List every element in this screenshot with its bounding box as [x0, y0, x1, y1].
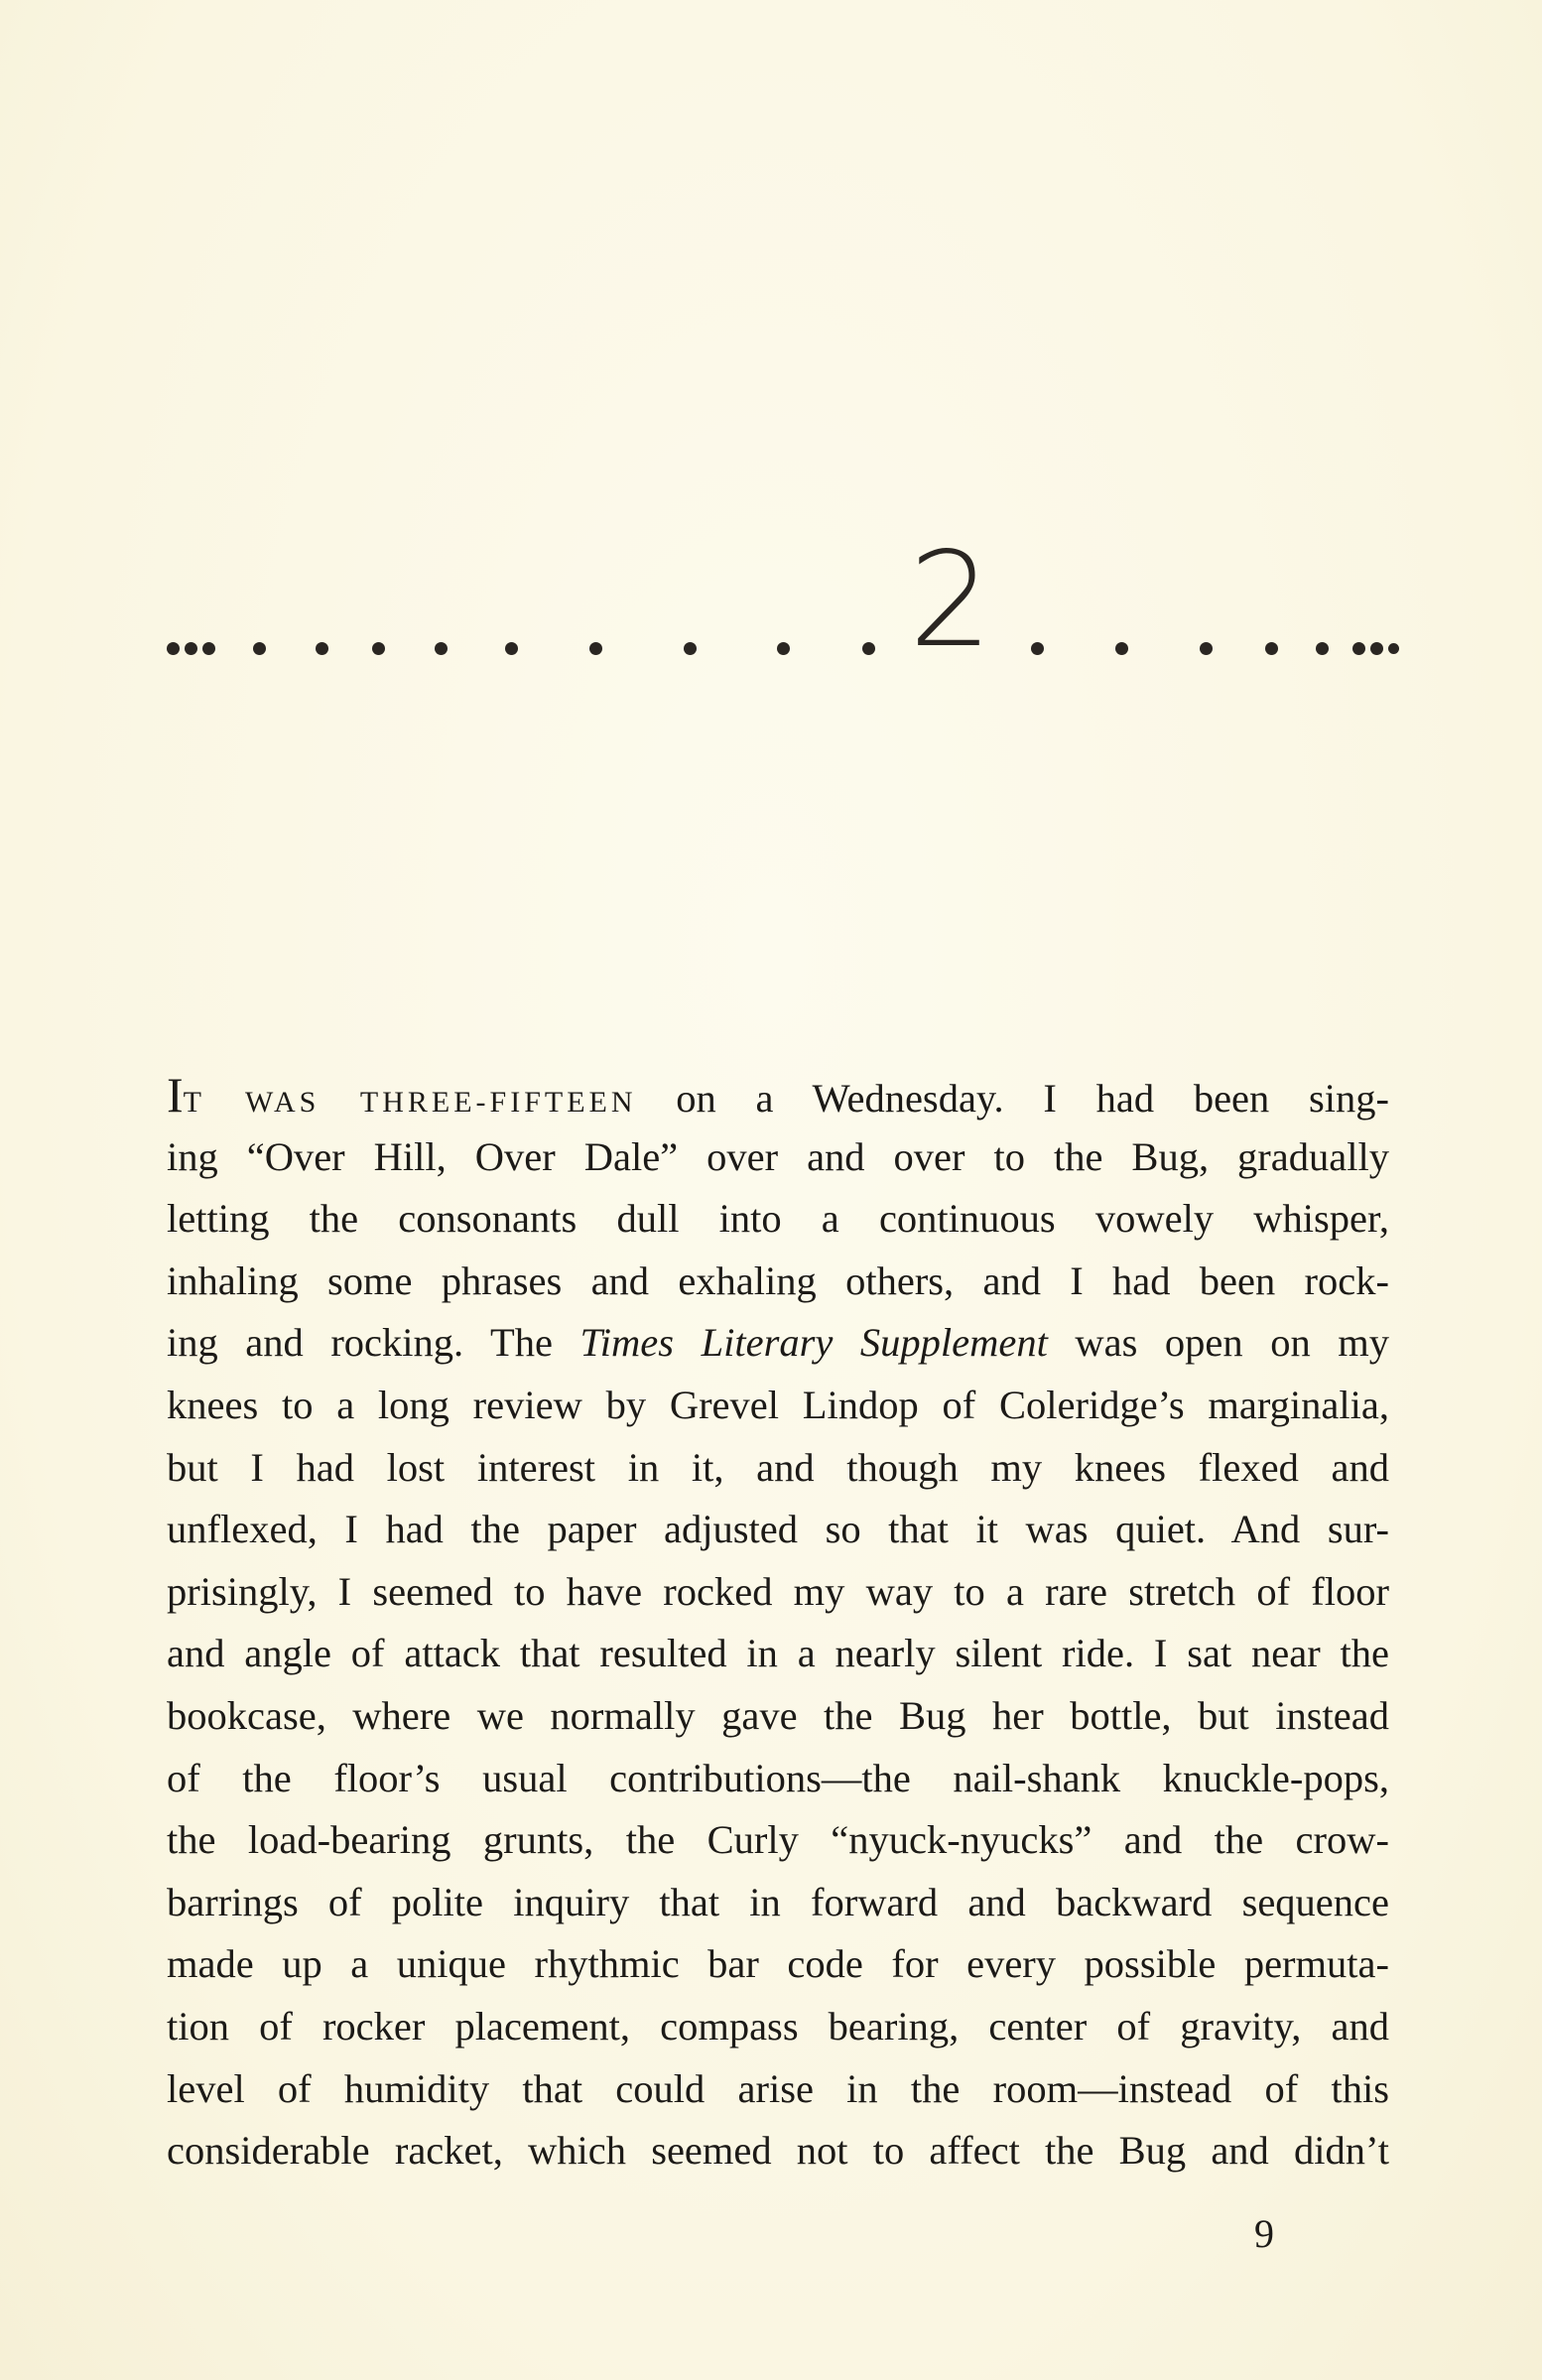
ornament-dot	[316, 642, 328, 655]
text-line: unflexed, I had the paper adjusted so that it was quiet. And sur-	[167, 1507, 1389, 1552]
text-line: ing “Over Hill, Over Dale” over and over to the Bug, gradually	[167, 1133, 1389, 1179]
text-line: tion of rocker placement, compass bearing, center of gravity, and	[167, 2003, 1389, 2049]
chapter-body-text	[167, 1064, 1389, 2182]
ornament-dot	[372, 642, 385, 655]
text-line: inhaling some phrases and exhaling others, and I had been rock-	[167, 1257, 1389, 1303]
ornament-dot	[684, 642, 697, 655]
ornament-dot	[253, 642, 266, 655]
chapter-number: 2	[909, 524, 992, 677]
ornament-dot	[1388, 643, 1399, 654]
text-line: of the floor’s usual contributions—the nail-shank knuckle-pops,	[167, 1755, 1389, 1800]
drop-cap: I	[167, 1067, 184, 1123]
ornament-dot	[185, 642, 197, 655]
ornament-dot	[1115, 642, 1128, 655]
ornament-dot	[862, 642, 875, 655]
text-line: IT WAS THREE-FIFTEEN on a Wednesday. I had been sing-	[167, 1067, 1390, 1123]
text-line: knees to a long review by Grevel Lindop of Coleridge’s marginalia,	[167, 1382, 1389, 1427]
ornament-dot	[1200, 642, 1213, 655]
ornament-dot	[1370, 642, 1383, 655]
text-line: prisingly, I seemed to have rocked my way to a rare stretch of floor	[167, 1568, 1389, 1614]
text-line: the load-bearing grunts, the Curly “nyuck-nyucks” and the crow-	[167, 1817, 1389, 1863]
chapter-heading	[167, 526, 1389, 675]
text-line: ing and rocking. The Times Literary Supplement was open on my	[167, 1320, 1390, 1366]
text-line: letting the consonants dull into a continuous vowely whisper,	[167, 1196, 1389, 1242]
publication-title: Times Literary Supplement	[579, 1320, 1048, 1366]
ornament-dot	[1316, 642, 1329, 655]
text-line: but I had lost interest in it, and though my knees flexed and	[167, 1444, 1389, 1490]
ornament-dot	[435, 642, 448, 655]
text-line: level of humidity that could arise in the room—instead of this	[167, 2065, 1389, 2111]
ornament-dot	[1265, 642, 1278, 655]
text-line: barrings of polite inquiry that in forward and backward sequence	[167, 1879, 1389, 1924]
ornament-dot	[505, 642, 518, 655]
ornament-dot	[1352, 642, 1365, 655]
page-number: 9	[1254, 2211, 1274, 2256]
ornament-dot	[777, 642, 790, 655]
ornament-dot	[167, 642, 180, 655]
text-line: bookcase, where we normally gave the Bug her bottle, but instead	[167, 1692, 1389, 1738]
ornament-dot	[202, 642, 215, 655]
text-line: made up a unique rhythmic bar code for every possible permuta-	[167, 1941, 1389, 1987]
ornament-dot	[589, 642, 602, 655]
ornament-dot	[1031, 642, 1044, 655]
text-line: considerable racket, which seemed not to affect the Bug and didn’t	[167, 2128, 1389, 2174]
opening-small-caps: T WAS THREE-FIFTEEN	[183, 1086, 637, 1119]
text-line: and angle of attack that resulted in a nearly silent ride. I sat near the	[167, 1631, 1389, 1676]
